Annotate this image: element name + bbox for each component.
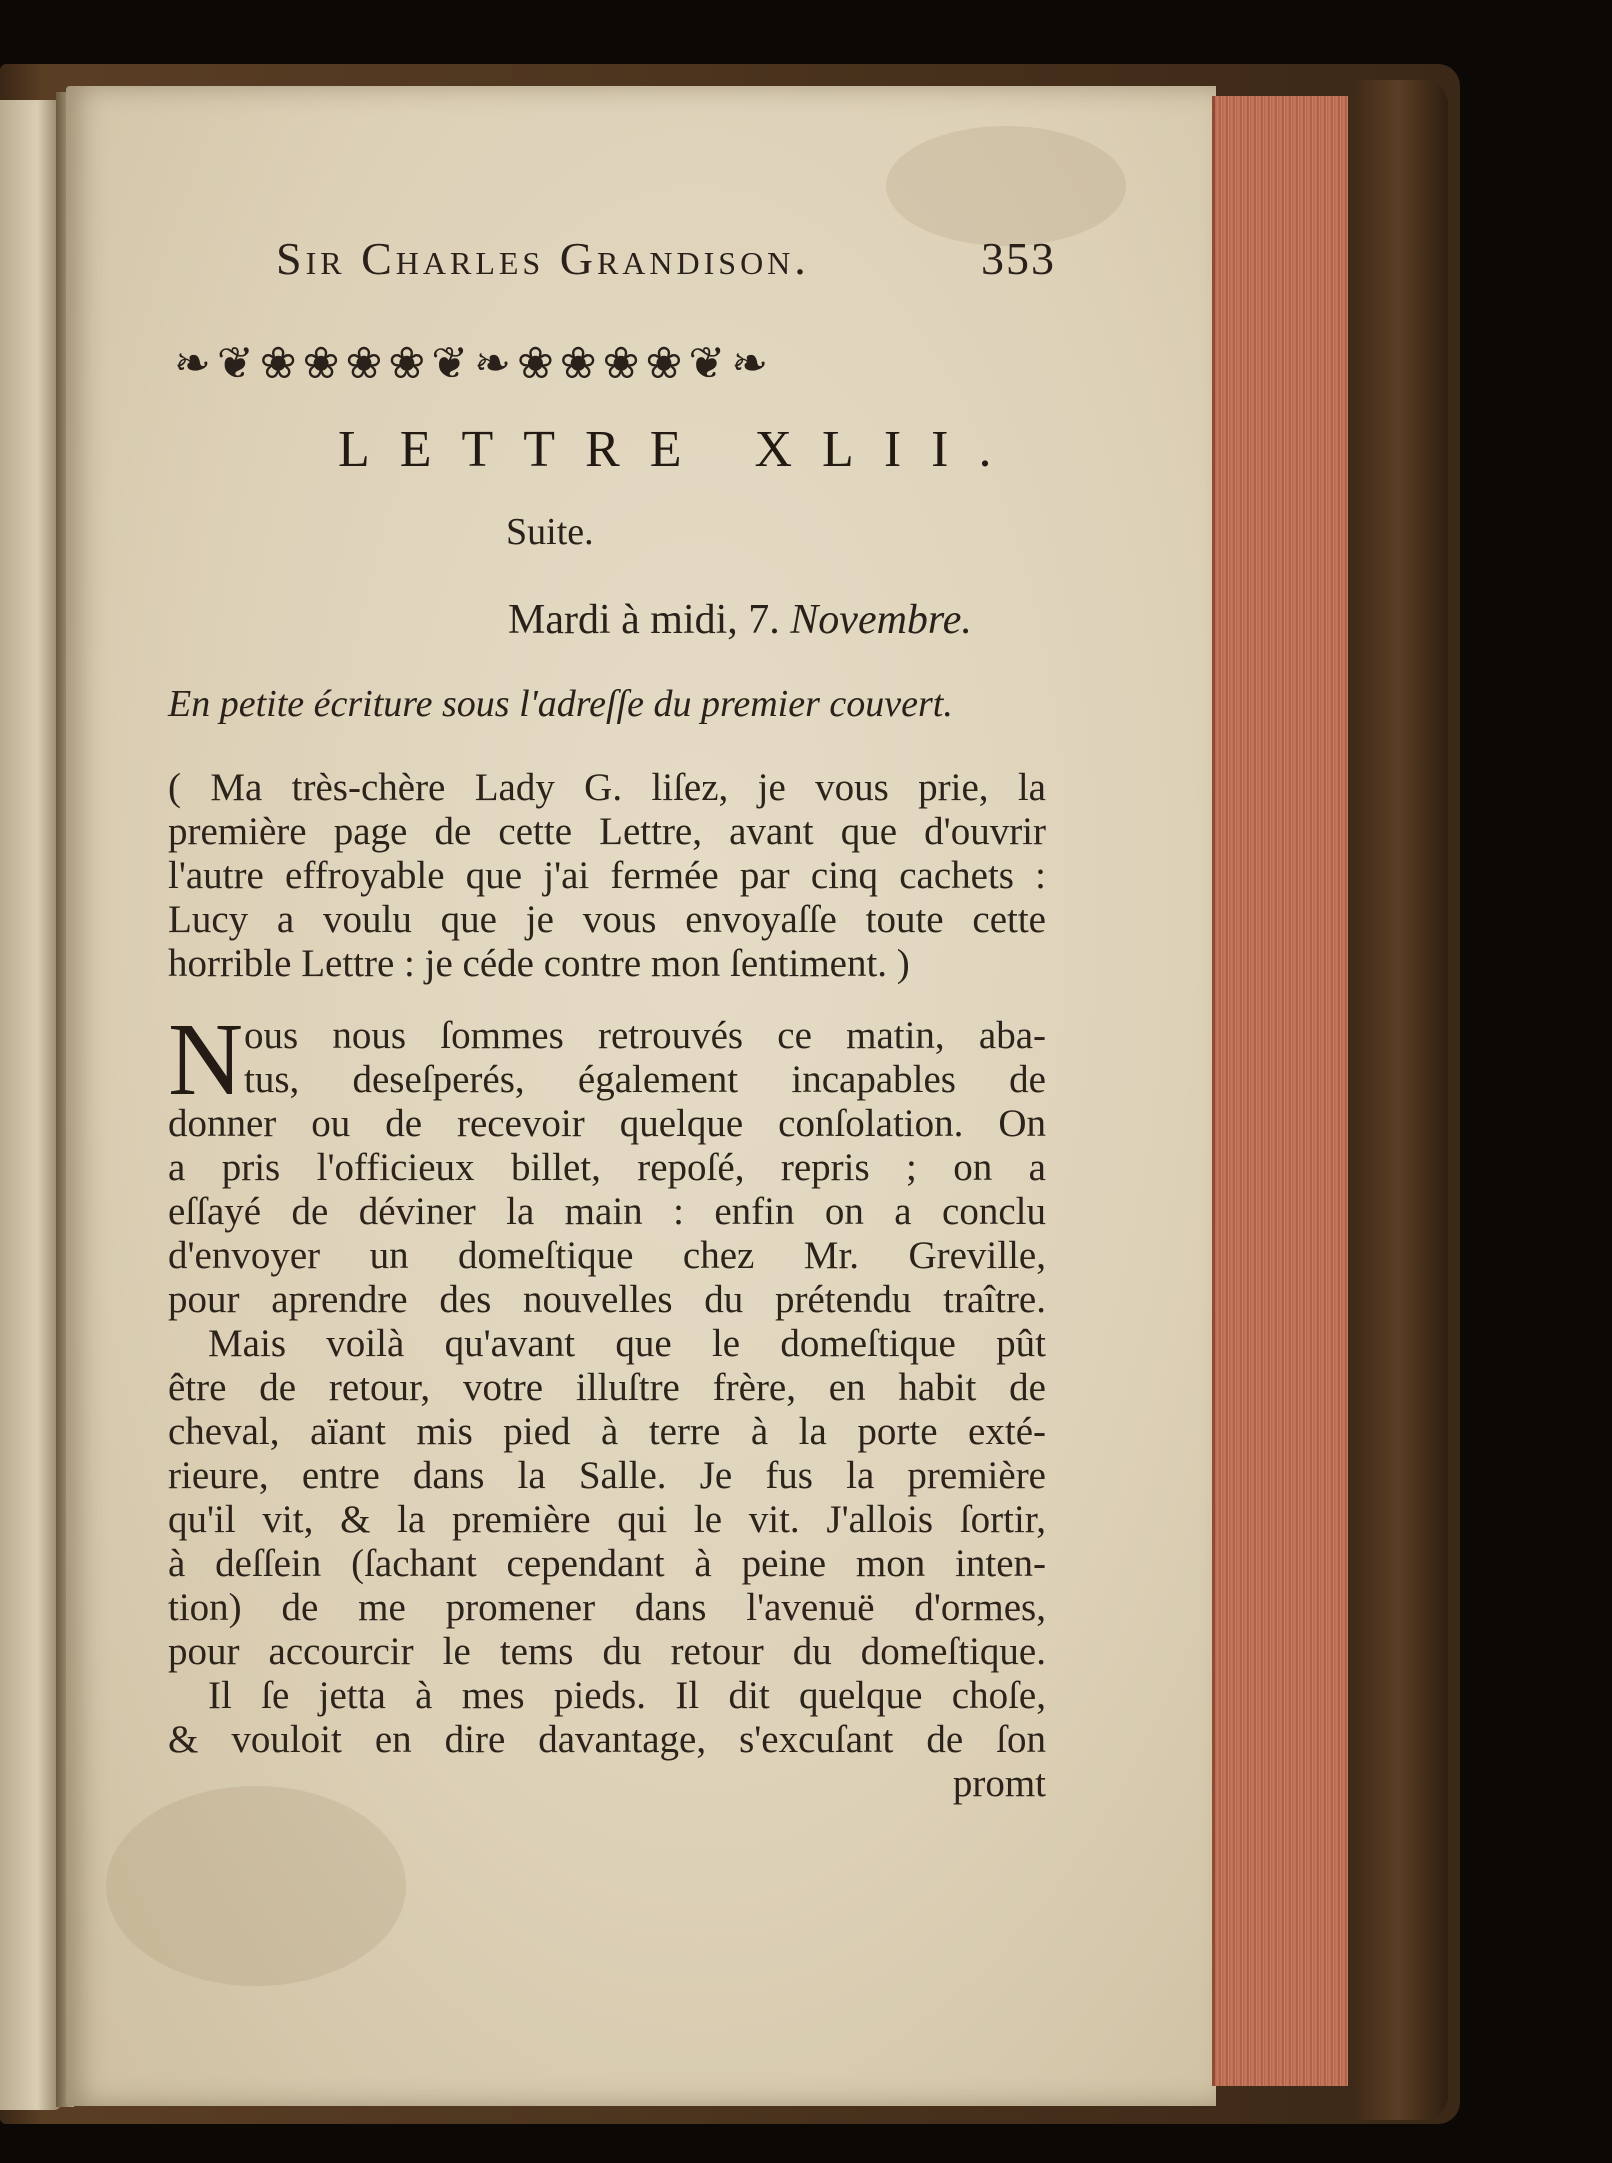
running-head <box>276 232 1056 285</box>
drop-cap: N <box>168 1002 244 1117</box>
page-fore-edge <box>1212 96 1355 2086</box>
catchword: promt <box>952 1762 1046 1805</box>
text-line: ous nous ſommes retrouvés ce matin, aba- <box>244 1014 1046 1057</box>
text-line: a pris l'officieux billet, repoſé, repris ; on a <box>168 1146 1046 1189</box>
text-line: pour accourcir le tems du retour du domeſtique. <box>168 1630 1046 1673</box>
page-number: 353 <box>981 233 1056 284</box>
date-month: Novembre. <box>790 597 972 643</box>
letter-title: LETTRE XLII. <box>338 421 1022 478</box>
text-line: rieure, entre dans la Salle. Je fus la première <box>168 1454 1046 1497</box>
text-line: à deſſein (ſachant cependant à peine mon inten- <box>168 1542 1046 1585</box>
left-page-edge <box>0 100 62 2110</box>
page-stain <box>106 1786 406 1986</box>
page-stain <box>886 126 1126 246</box>
letter-dateline <box>508 596 972 644</box>
book-cover-edge <box>1348 80 1448 2120</box>
text-line: première page de cette Lettre, avant que d'ouvrir <box>168 810 1046 853</box>
text-line: Mais voilà qu'avant que le domeſtique pût <box>208 1322 1046 1365</box>
note-paragraph <box>168 766 1046 986</box>
body-paragraph <box>168 1102 1046 1806</box>
text-line: l'autre effroyable que j'ai fermée par cinq cachets : <box>168 854 1046 897</box>
text-line: d'envoyer un domeſtique chez Mr. Greville, <box>168 1234 1046 1277</box>
text-line: donner ou de recevoir quelque conſolation. On <box>168 1102 1046 1145</box>
text-line: horrible Lettre : je céde contre mon ſentiment. ) <box>168 942 910 985</box>
letter-caption: En petite écriture sous l'adreſſe du premier couvert. <box>168 683 953 725</box>
text-line: pour aprendre des nouvelles du prétendu traître. <box>168 1278 1046 1321</box>
text-line: qu'il vit, & la première qui le vit. J'allois ſortir, <box>168 1498 1046 1541</box>
letter-subtitle: Suite. <box>506 511 594 553</box>
text-line: ( Ma très-chère Lady G. liſez, je vous prie, la <box>168 766 1046 809</box>
text-line: & vouloit en dire davantage, s'excuſant de ſon <box>168 1718 1046 1761</box>
body-indented <box>244 1014 1046 1102</box>
text-line: Il ſe jetta à mes pieds. Il dit quelque choſe, <box>208 1674 1046 1717</box>
text-line: être de retour, votre illuſtre frère, en habit de <box>168 1366 1046 1409</box>
text-line: tus, deseſperés, également incapables de <box>244 1058 1046 1101</box>
text-line: tion) de me promener dans l'avenuë d'ormes, <box>168 1586 1046 1629</box>
text-line: cheval, aïant mis pied à terre à la porte exté- <box>168 1410 1046 1453</box>
running-head-title: Sir Charles Grandison. <box>276 233 810 284</box>
text-line: Lucy a voulu que je vous envoyaſſe toute cette <box>168 898 1046 941</box>
text-line: eſſayé de déviner la main : enfin on a conclu <box>168 1190 1046 1233</box>
ornament-band: ❧❦❀❀❀❀❦❧❀❀❀❀❦❧ <box>174 339 775 388</box>
date-prefix: Mardi à midi, 7. <box>508 597 780 643</box>
